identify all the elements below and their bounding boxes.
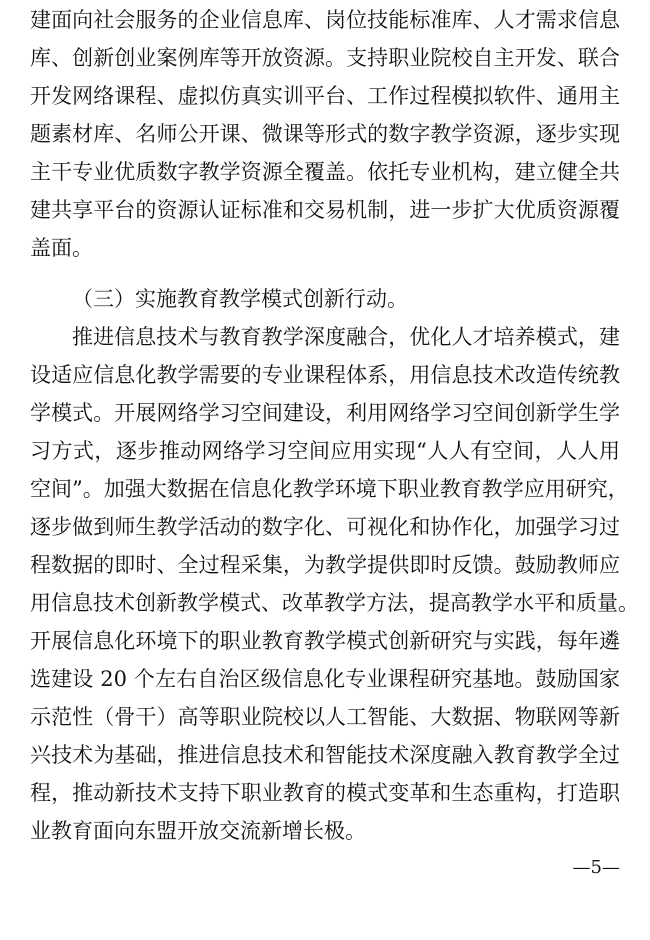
page-number: —5— bbox=[572, 857, 620, 878]
paragraph-2-line-14: 业教育面向东盟开放交流新增长极。 bbox=[30, 819, 366, 843]
paragraph-2-line-5: 空间”。加强大数据在信息化教学环境下职业教育教学应用研究， bbox=[30, 477, 629, 501]
paragraph-2-line-4: 习方式，逐步推动网络学习空间应用实现“人人有空间，人人用 bbox=[30, 439, 620, 463]
paragraph-2-line-13: 程，推动新技术支持下职业教育的模式变革和生态重构，打造职 bbox=[30, 781, 620, 805]
paragraph-2-line-3: 学模式。开展网络学习空间建设，利用网络学习空间创新学生学 bbox=[30, 401, 620, 425]
section-heading: （三）实施教育教学模式创新行动。 bbox=[72, 287, 408, 311]
paragraph-2-line-2: 设适应信息化教学需要的专业课程体系，用信息技术改造传统教 bbox=[30, 363, 620, 387]
paragraph-1-line-4: 题素材库、名师公开课、微课等形式的数字教学资源，逐步实现 bbox=[30, 122, 620, 146]
paragraph-2-line-7: 程数据的即时、全过程采集，为教学提供即时反馈。鼓励教师应 bbox=[30, 553, 620, 577]
paragraph-1-line-7: 盖面。 bbox=[30, 236, 93, 260]
paragraph-2-line-6: 逐步做到师生教学活动的数字化、可视化和协作化，加强学习过 bbox=[30, 515, 620, 539]
paragraph-2-line-12: 兴技术为基础，推进信息技术和智能技术深度融入教育教学全过 bbox=[30, 743, 620, 767]
paragraph-1-line-2: 库、创新创业案例库等开放资源。支持职业院校自主开发、联合 bbox=[30, 46, 620, 70]
paragraph-2-line-9: 开展信息化环境下的职业教育教学模式创新研究与实践，每年遴 bbox=[30, 629, 620, 653]
paragraph-2-line-10: 选建设 20 个左右自治区级信息化专业课程研究基地。鼓励国家 bbox=[30, 667, 620, 691]
paragraph-2-line-1: 推进信息技术与教育教学深度融合，优化人才培养模式，建 bbox=[72, 325, 620, 349]
paragraph-2-line-11: 示范性（骨干）高等职业院校以人工智能、大数据、物联网等新 bbox=[30, 705, 620, 729]
paragraph-1-line-3: 开发网络课程、虚拟仿真实训平台、工作过程模拟软件、通用主 bbox=[30, 84, 620, 108]
paragraph-1-line-6: 建共享平台的资源认证标准和交易机制，进一步扩大优质资源覆 bbox=[30, 198, 620, 222]
paragraph-1-line-1: 建面向社会服务的企业信息库、岗位技能标准库、人才需求信息 bbox=[30, 8, 620, 32]
paragraph-2-line-8: 用信息技术创新教学模式、改革教学方法，提高教学水平和质量。 bbox=[30, 591, 639, 615]
paragraph-1-line-5: 主干专业优质数字教学资源全覆盖。依托专业机构，建立健全共 bbox=[30, 160, 620, 184]
